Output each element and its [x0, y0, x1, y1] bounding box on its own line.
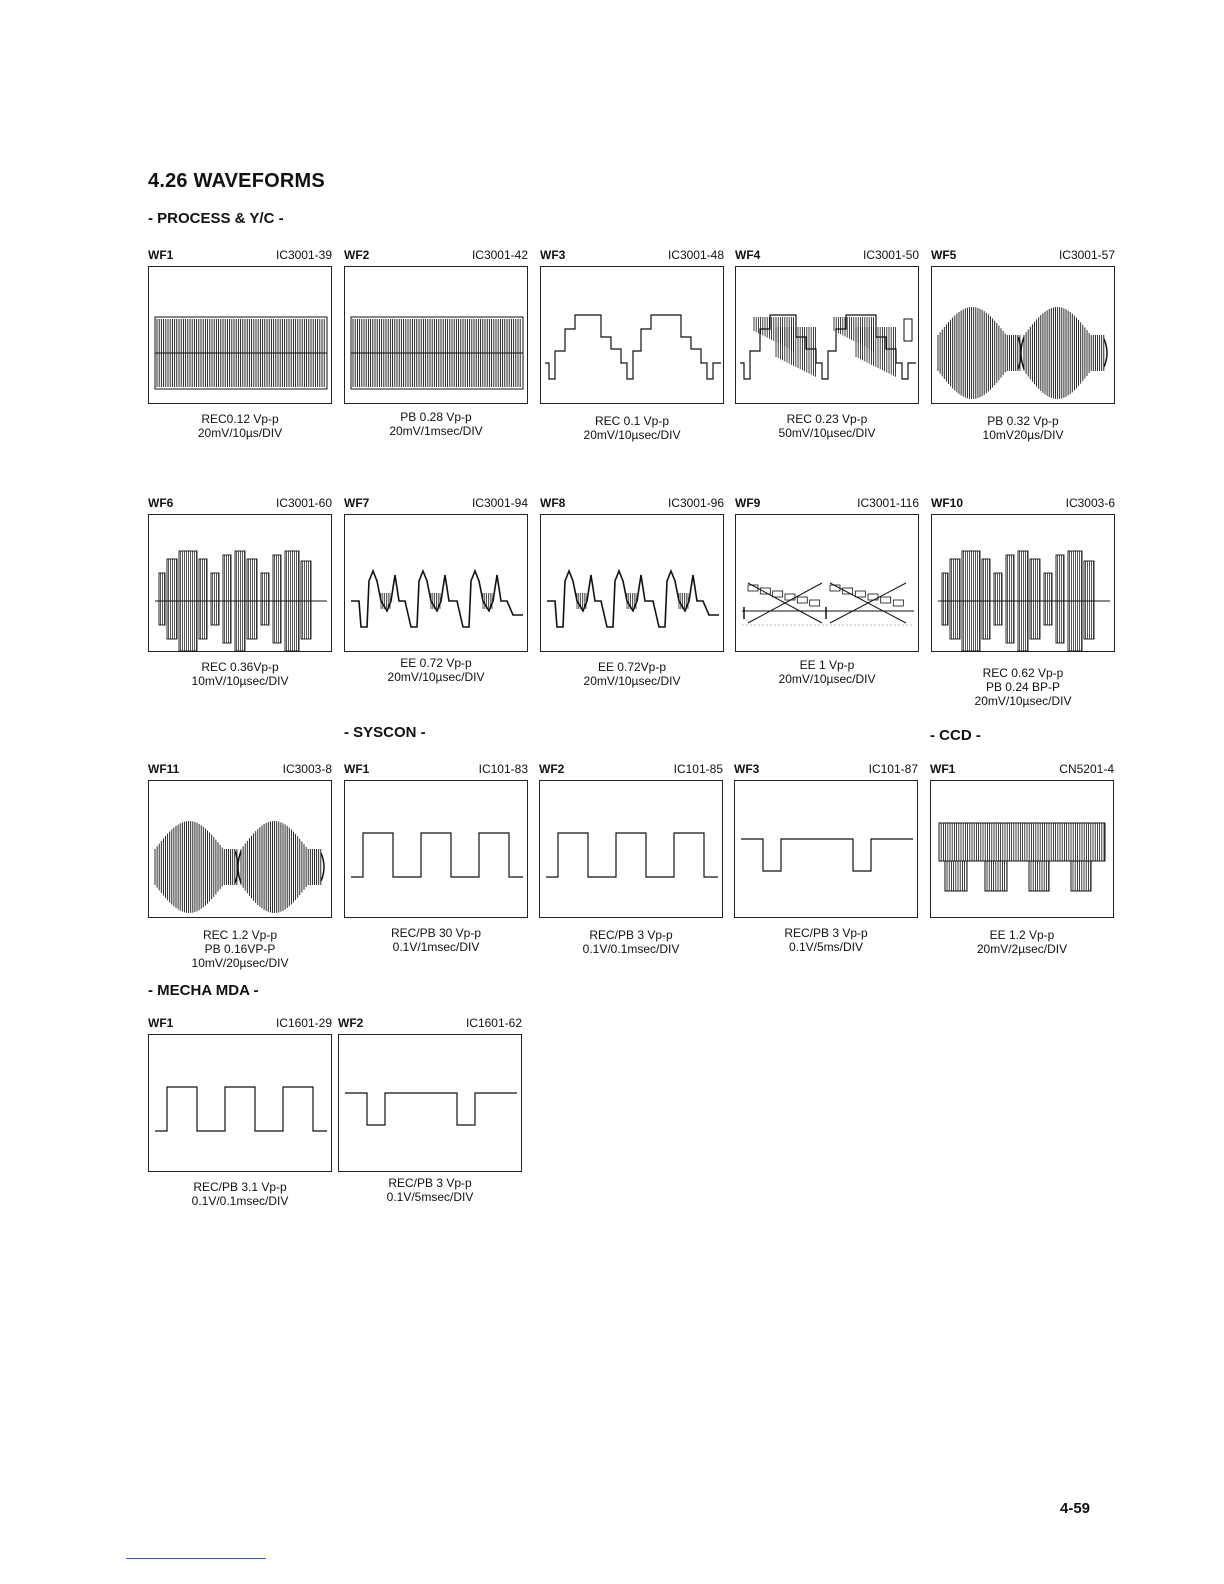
page-number: 4-59 — [1060, 1500, 1091, 1517]
waveform-trace — [541, 267, 725, 405]
caption-line: REC 0.36Vp-p — [201, 660, 279, 674]
waveform-label: WF5 — [931, 248, 957, 262]
caption-line: 0.1V/1msec/DIV — [392, 940, 480, 954]
caption-line: 20mV/10µsec/DIV — [583, 674, 681, 688]
caption-line: 10mV/20µsec/DIV — [191, 956, 289, 970]
waveform-caption — [735, 412, 919, 440]
oscilloscope-screen — [148, 514, 332, 652]
waveform-caption — [734, 926, 918, 954]
oscilloscope-screen — [931, 514, 1115, 652]
waveform-caption — [338, 1176, 522, 1204]
waveform-label: WF2 — [539, 762, 565, 776]
waveform-caption — [344, 656, 528, 684]
waveform-caption — [148, 412, 332, 440]
waveform-test-point: IC3001-96 — [667, 496, 724, 510]
caption-line: 20mV/10µsec/DIV — [974, 694, 1072, 708]
waveform-test-point: IC3001-48 — [667, 248, 724, 262]
oscilloscope-screen — [148, 266, 332, 404]
waveform-caption — [931, 414, 1115, 442]
caption-line: EE 0.72 Vp-p — [400, 656, 472, 670]
waveform-header — [344, 762, 528, 778]
oscilloscope-screen — [540, 266, 724, 404]
oscilloscope-screen — [539, 780, 723, 918]
waveform-header — [344, 496, 528, 512]
caption-line: 10mV/10µsec/DIV — [191, 674, 289, 688]
waveform-label: WF6 — [148, 496, 174, 510]
waveform-label: WF2 — [338, 1016, 364, 1030]
caption-line: REC/PB 30 Vp-p — [390, 926, 482, 940]
caption-line: 20mV/10µsec/DIV — [387, 670, 485, 684]
caption-line: 20mV/10µs/DIV — [197, 426, 283, 440]
caption-line: REC 0.23 Vp-p — [786, 412, 868, 426]
caption-line: 0.1V/0.1msec/DIV — [191, 1194, 289, 1208]
caption-line: 20mV/2µsec/DIV — [976, 942, 1068, 956]
waveform-test-point: IC101-87 — [868, 762, 918, 776]
section-mecha-mda: - MECHA MDA - — [148, 982, 259, 999]
waveform-label: WF3 — [734, 762, 760, 776]
waveform-header — [734, 762, 918, 778]
waveform-header — [148, 1016, 332, 1032]
waveform-header — [735, 496, 919, 512]
waveform-trace — [149, 515, 333, 653]
waveform-caption — [148, 928, 332, 970]
waveform-label: WF7 — [344, 496, 370, 510]
waveform-header — [540, 496, 724, 512]
caption-line: REC/PB 3 Vp-p — [784, 926, 868, 940]
waveform-header — [148, 496, 332, 512]
caption-line: PB 0.16VP-P — [204, 942, 276, 956]
waveform-test-point: IC3001-116 — [857, 496, 919, 510]
caption-line: PB 0.28 Vp-p — [400, 410, 472, 424]
waveform-label: WF1 — [148, 248, 174, 262]
waveform-trace — [149, 267, 333, 405]
waveform-test-point: IC3001-57 — [1058, 248, 1115, 262]
waveform-test-point: IC3001-60 — [275, 496, 332, 510]
oscilloscope-screen — [344, 780, 528, 918]
waveform-test-point: CN5201-4 — [1059, 762, 1114, 776]
waveform-test-point: IC3001-39 — [275, 248, 332, 262]
waveform-header — [344, 248, 528, 264]
oscilloscope-screen — [148, 1034, 332, 1172]
waveform-test-point: IC3003-6 — [1065, 496, 1115, 510]
waveform-caption — [148, 1180, 332, 1208]
waveform-label: WF3 — [540, 248, 566, 262]
waveform-label: WF1 — [344, 762, 370, 776]
waveform-caption — [148, 660, 332, 688]
caption-line: EE 1.2 Vp-p — [989, 928, 1055, 942]
oscilloscope-screen — [344, 514, 528, 652]
oscilloscope-screen — [735, 514, 919, 652]
oscilloscope-screen — [931, 266, 1115, 404]
waveform-header — [735, 248, 919, 264]
caption-line: 10mV20µs/DIV — [982, 428, 1064, 442]
waveform-trace — [339, 1035, 523, 1173]
waveform-caption — [540, 414, 724, 442]
oscilloscope-screen — [338, 1034, 522, 1172]
waveform-test-point: IC1601-62 — [465, 1016, 522, 1030]
waveform-trace — [345, 267, 529, 405]
waveform-header — [338, 1016, 522, 1032]
caption-line: EE 1 Vp-p — [799, 658, 855, 672]
section-syscon: - SYSCON - — [344, 724, 426, 741]
waveform-test-point: IC101-85 — [673, 762, 723, 776]
waveform-header — [540, 248, 724, 264]
caption-line: REC 1.2 Vp-p — [202, 928, 278, 942]
waveform-caption — [735, 658, 919, 686]
waveform-header — [931, 248, 1115, 264]
waveform-label: WF11 — [148, 762, 180, 776]
caption-line: REC/PB 3 Vp-p — [388, 1176, 472, 1190]
waveform-label: WF4 — [735, 248, 761, 262]
caption-line: PB 0.32 Vp-p — [987, 414, 1059, 428]
oscilloscope-screen — [930, 780, 1114, 918]
waveform-caption — [539, 928, 723, 956]
waveform-trace — [931, 781, 1115, 919]
oscilloscope-screen — [148, 780, 332, 918]
caption-line: REC0.12 Vp-p — [201, 412, 279, 426]
waveform-trace — [149, 1035, 333, 1173]
waveform-trace — [345, 515, 529, 653]
caption-line: EE 0.72Vp-p — [597, 660, 667, 674]
waveform-trace — [540, 781, 724, 919]
waveform-trace — [735, 781, 919, 919]
oscilloscope-screen — [540, 514, 724, 652]
waveform-header — [931, 496, 1115, 512]
caption-line: REC 0.1 Vp-p — [594, 414, 670, 428]
waveform-label: WF8 — [540, 496, 566, 510]
section-ccd: - CCD - — [930, 727, 981, 744]
oscilloscope-screen — [344, 266, 528, 404]
page-title: 4.26 WAVEFORMS — [148, 170, 325, 192]
waveform-test-point: IC3001-50 — [862, 248, 919, 262]
waveform-label: WF2 — [344, 248, 370, 262]
caption-line: REC/PB 3 Vp-p — [589, 928, 673, 942]
waveform-label: WF1 — [930, 762, 956, 776]
waveform-caption — [930, 928, 1114, 956]
waveform-caption — [931, 666, 1115, 708]
waveform-trace — [541, 515, 725, 653]
caption-line: 20mV/10µsec/DIV — [778, 672, 876, 686]
caption-line: 20mV/10µsec/DIV — [583, 428, 681, 442]
waveform-test-point: IC3003-8 — [282, 762, 332, 776]
caption-line: 0.1V/5msec/DIV — [386, 1190, 474, 1204]
waveform-trace — [149, 781, 333, 919]
oscilloscope-screen — [735, 266, 919, 404]
waveform-header — [148, 248, 332, 264]
waveform-trace — [345, 781, 529, 919]
caption-line: 50mV/10µsec/DIV — [778, 426, 876, 440]
waveform-header — [930, 762, 1114, 778]
waveform-label: WF1 — [148, 1016, 174, 1030]
waveform-header — [148, 762, 332, 778]
caption-line: REC/PB 3.1 Vp-p — [193, 1180, 287, 1194]
waveform-test-point: IC1601-29 — [275, 1016, 332, 1030]
section-process-yc: - PROCESS & Y/C - — [148, 210, 284, 227]
waveform-caption — [540, 660, 724, 688]
waveform-test-point: IC3001-94 — [471, 496, 528, 510]
waveform-trace — [736, 267, 920, 405]
waveform-test-point: IC101-83 — [478, 762, 528, 776]
waveform-label: WF10 — [931, 496, 964, 510]
caption-line: 0.1V/5ms/DIV — [788, 940, 864, 954]
caption-line: PB 0.24 BP-P — [985, 680, 1061, 694]
caption-line: REC 0.62 Vp-p — [982, 666, 1064, 680]
waveform-trace — [932, 267, 1116, 405]
caption-line: 0.1V/0.1msec/DIV — [582, 942, 680, 956]
waveform-label: WF9 — [735, 496, 761, 510]
caption-line: 20mV/1msec/DIV — [389, 424, 483, 438]
waveform-test-point: IC3001-42 — [471, 248, 528, 262]
waveform-trace — [932, 515, 1116, 653]
waveform-caption — [344, 926, 528, 954]
waveform-caption — [344, 410, 528, 438]
oscilloscope-screen — [734, 780, 918, 918]
waveform-trace — [736, 515, 920, 653]
waveform-header — [539, 762, 723, 778]
footer-rule — [126, 1558, 266, 1559]
